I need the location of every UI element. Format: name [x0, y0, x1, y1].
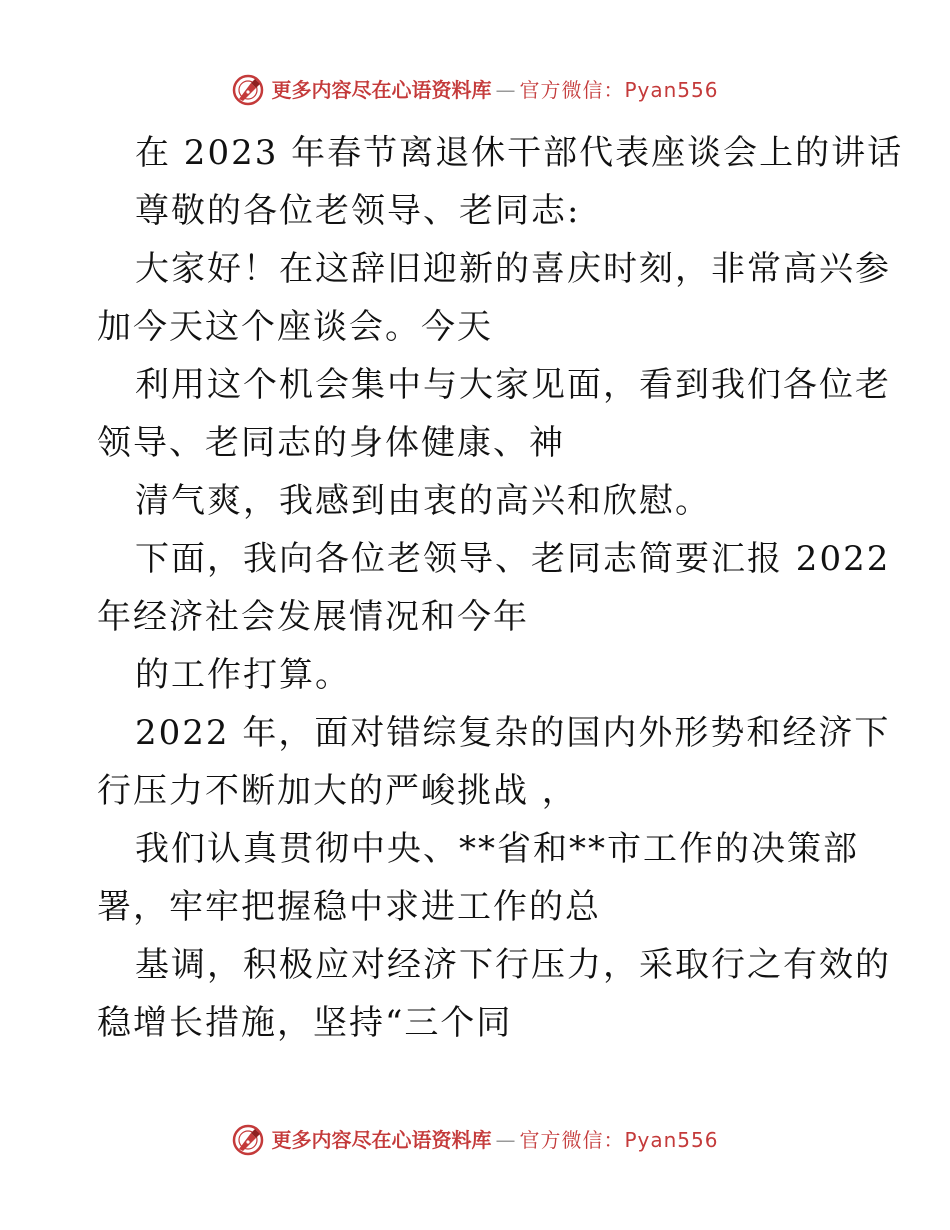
text-line: 清气爽，我感到由衷的高兴和欣慰。 [135, 481, 711, 521]
watermark-site-name: 更多内容尽在心语资料库 [271, 1128, 492, 1152]
watermark-text [271, 1130, 718, 1150]
document-title: 在 2023 年春节离退休干部代表座谈会上的讲话 [135, 133, 904, 173]
document-body [97, 124, 904, 1052]
pen-nib-logo-icon [231, 1123, 265, 1157]
pen-nib-logo-icon [231, 73, 265, 107]
text-line: 稳增长措施，坚持“三个同 [97, 1003, 513, 1043]
text-line: 署，牢牢把握稳中求进工作的总 [97, 887, 601, 927]
salutation: 尊敬的各位老领导、老同志: [135, 191, 581, 231]
watermark-contact: 官方微信：Pyan556 [519, 1128, 719, 1152]
text-line: 大家好！在这辞旧迎新的喜庆时刻，非常高兴参 [135, 249, 891, 289]
watermark-separator: — [495, 1128, 516, 1152]
footer-watermark [0, 1122, 950, 1158]
watermark-separator: — [495, 78, 516, 102]
text-line: 下面，我向各位老领导、老同志简要汇报 2022 [135, 539, 891, 579]
text-line: 的工作打算。 [135, 655, 351, 695]
watermark-site-name: 更多内容尽在心语资料库 [271, 78, 492, 102]
text-line: 领导、老同志的身体健康、神 [97, 423, 565, 463]
text-line: 基调，积极应对经济下行压力，采取行之有效的 [135, 945, 891, 985]
text-line: 2022 年，面对错综复杂的国内外形势和经济下 [135, 713, 891, 753]
text-line: 我们认真贯彻中央、**省和**市工作的决策部 [135, 829, 859, 869]
text-line: 年经济社会发展情况和今年 [97, 597, 529, 637]
text-line: 加今天这个座谈会。今天 [97, 307, 493, 347]
text-line: 行压力不断加大的严峻挑战 ， [97, 771, 578, 811]
watermark-text [271, 80, 718, 100]
text-line: 利用这个机会集中与大家见面，看到我们各位老 [135, 365, 891, 405]
watermark-contact: 官方微信：Pyan556 [519, 78, 719, 102]
header-watermark [0, 72, 950, 108]
